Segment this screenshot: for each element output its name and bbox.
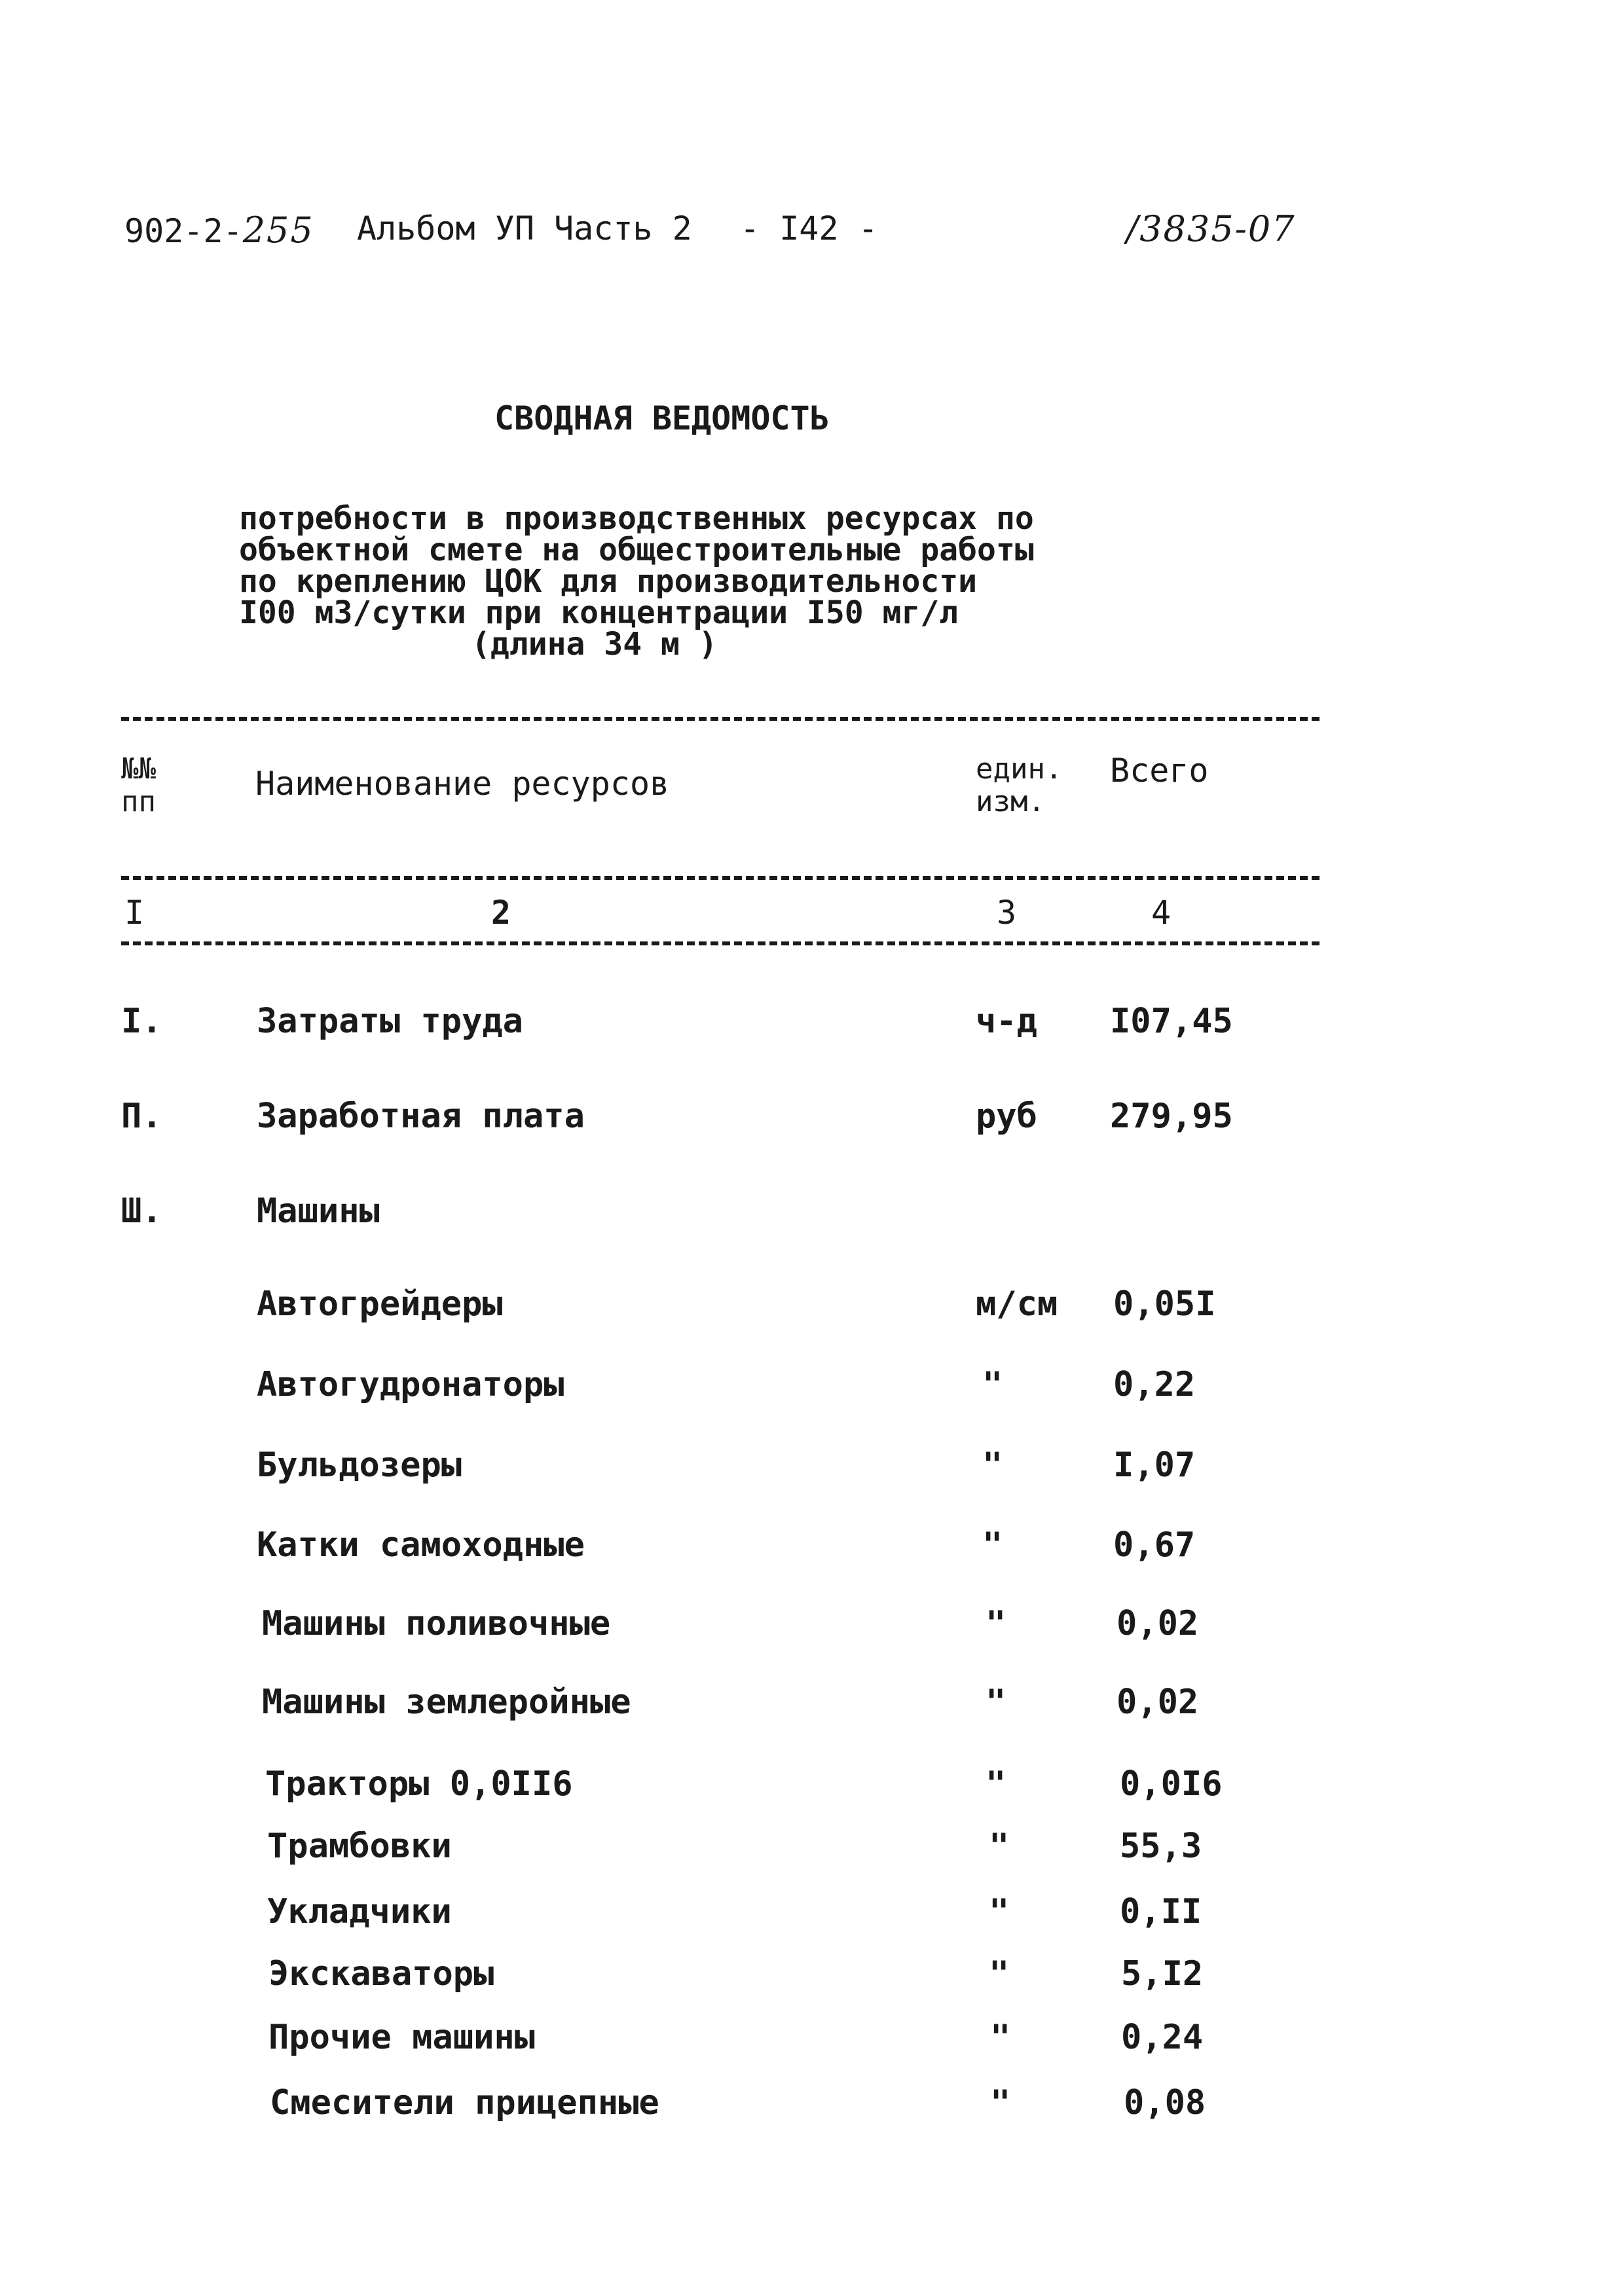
row-total: 0,24 [1121, 2018, 1204, 2057]
row-name: Машины землеройные [262, 1683, 631, 1722]
row-name: Прочие машины [268, 2018, 535, 2057]
row-unit: " [989, 1892, 1010, 1931]
row-unit: " [982, 1525, 1003, 1565]
table-top-rule [121, 717, 1320, 721]
row-total: 0,22 [1113, 1365, 1196, 1404]
row-name: Укладчики [267, 1892, 452, 1931]
row-name: Заработная плата [257, 1097, 585, 1136]
subtitle-line-3: по креплению ЦОК для производительности [239, 563, 978, 600]
page-number: - I42 - [740, 210, 878, 247]
row-name: Затраты труда [257, 1002, 523, 1041]
document-title: СВОДНАЯ ВЕДОМОСТЬ [494, 399, 830, 437]
row-total: 0,II [1120, 1892, 1202, 1931]
row-total: 0,0I6 [1120, 1764, 1223, 1804]
subtitle-line-2: объектной смете на общестроительные работы [239, 532, 1034, 568]
row-name: Смесители прицепные [270, 2083, 659, 2123]
col-header-unit: един. изм. [976, 752, 1063, 818]
row-total: 0,02 [1116, 1683, 1199, 1722]
row-unit: " [986, 1604, 1006, 1643]
row-total: 55,3 [1120, 1827, 1202, 1866]
row-name: Автогудронаторы [257, 1365, 564, 1404]
row-name: Автогрейдеры [257, 1285, 503, 1324]
row-num: I. [121, 1002, 162, 1041]
row-unit: " [986, 1764, 1006, 1804]
row-name: Тракторы 0,0II6 [265, 1764, 573, 1804]
subtitle-line-4: I00 м3/сутки при концентрации I50 мг/л [239, 594, 959, 631]
row-name: Трамбовки [267, 1827, 452, 1866]
doc-code-prefix: 902-2- [124, 212, 243, 250]
table-header-rule [121, 876, 1320, 880]
row-name: Катки самоходные [257, 1525, 585, 1565]
table-numbers-rule [121, 941, 1320, 945]
col-number-2: 2 [491, 894, 511, 932]
doc-code [124, 210, 314, 251]
row-unit: " [982, 1365, 1003, 1404]
row-unit: " [982, 1446, 1003, 1485]
row-total: 0,05I [1113, 1285, 1216, 1324]
row-total: 279,95 [1110, 1097, 1233, 1136]
row-num: П. [121, 1097, 162, 1136]
doc-ref: Альбом УП Часть 2 [357, 210, 692, 247]
row-unit: " [989, 1827, 1010, 1866]
row-name: Машины поливочные [262, 1604, 611, 1643]
row-total: 0,67 [1113, 1525, 1196, 1565]
row-unit: руб [976, 1097, 1037, 1136]
row-total: 0,08 [1124, 2083, 1206, 2123]
col-header-total: Всего [1110, 752, 1209, 790]
archive-number: /3835-07 [1126, 208, 1296, 249]
col-header-num: №№ пп [121, 752, 156, 818]
row-total: 5,I2 [1121, 1954, 1204, 1994]
row-unit: м/см [976, 1285, 1058, 1324]
row-num: Ш. [121, 1192, 162, 1231]
row-unit: " [990, 2083, 1011, 2123]
col-number-4: 4 [1151, 894, 1172, 932]
doc-code-handwritten: 255 [242, 210, 314, 251]
subtitle-line-1: потребности в производственных ресурсах по [239, 500, 1034, 537]
row-total: I07,45 [1110, 1002, 1233, 1041]
row-unit: " [986, 1683, 1006, 1722]
row-name: Бульдозеры [257, 1446, 462, 1485]
row-unit: ч-д [976, 1002, 1037, 1041]
row-unit: " [990, 2018, 1011, 2057]
row-total: 0,02 [1116, 1604, 1199, 1643]
subtitle-line-5: (длина 34 м ) [471, 626, 718, 663]
col-number-1: I [124, 894, 145, 932]
row-name: Машины [257, 1192, 380, 1231]
row-unit: " [989, 1954, 1010, 1994]
row-total: I,07 [1113, 1446, 1196, 1485]
col-header-name: Наименование ресурсов [255, 765, 670, 803]
col-number-3: 3 [997, 894, 1017, 932]
row-name: Экскаваторы [268, 1954, 494, 1994]
